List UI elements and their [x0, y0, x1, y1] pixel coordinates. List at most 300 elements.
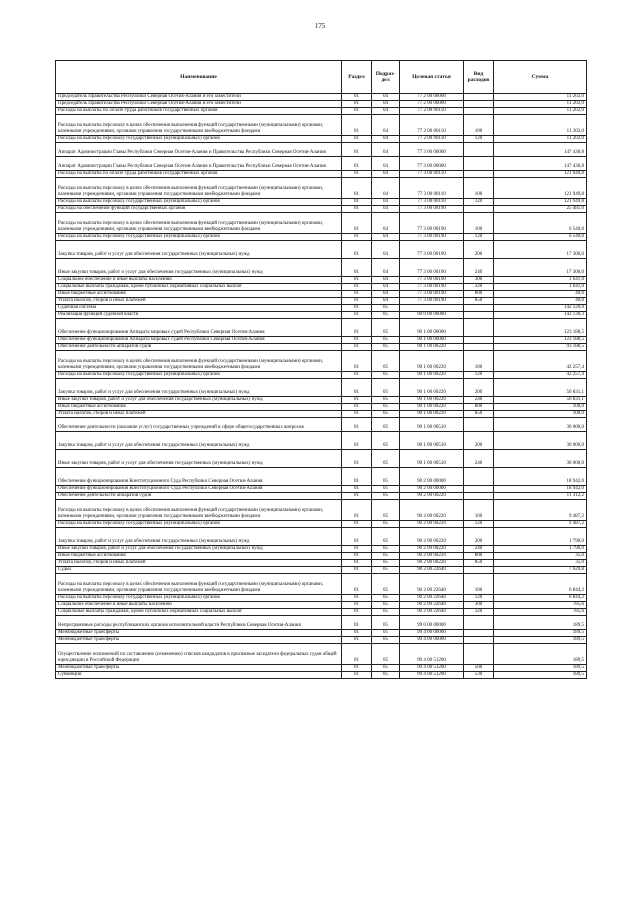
cell-section: 01 [342, 630, 372, 637]
cell-article: 77 2 00 00000 [400, 101, 464, 108]
cell-expense-type: 100 [464, 500, 494, 521]
table-row [56, 553, 587, 560]
cell-section: 01 [342, 337, 372, 344]
cell-name: Иные бюджетные ассигнования [56, 404, 342, 411]
cell-sum: 6 844,2 [494, 574, 587, 595]
cell-name: Расходы на выплаты персоналу государственных (муниципальных) органов [56, 199, 342, 206]
cell-subsection: 05 [372, 404, 400, 411]
cell-name: Расходы на выплаты персоналу государственных (муниципальных) органов [56, 521, 342, 528]
cell-subsection: 04 [372, 298, 400, 305]
cell-expense-type [464, 630, 494, 637]
cell-sum: 35,0 [494, 553, 587, 560]
cell-sum: 11 202,0 [494, 101, 587, 108]
cell-sum: 142 120,0 [494, 305, 587, 312]
table-row [56, 171, 587, 178]
cell-sum: 189,5 [494, 644, 587, 665]
cell-section: 01 [342, 291, 372, 298]
cell-sum: 785,6 [494, 609, 587, 616]
cell-article: 77 3 00 00190 [400, 284, 464, 291]
cell-sum: 30 000,0 [494, 432, 587, 450]
cell-sum: 189,5 [494, 665, 587, 672]
cell-expense-type [464, 143, 494, 157]
cell-expense-type [464, 206, 494, 213]
cell-article: 90 1 00 00510 [400, 450, 464, 468]
table-row [56, 432, 587, 450]
cell-sum: 25 481,0 [494, 206, 587, 213]
cell-name: Председатель Правительства Республики Северная Осетия-Алания и его заместители [56, 94, 342, 101]
table-row [56, 595, 587, 602]
cell-subsection: 05 [372, 312, 400, 319]
cell-expense-type: 320 [464, 609, 494, 616]
cell-article: 99 4 00 00000 [400, 630, 464, 637]
cell-section: 01 [342, 546, 372, 553]
table-row [56, 630, 587, 637]
cell-expense-type: 200 [464, 528, 494, 546]
cell-subsection: 04 [372, 206, 400, 213]
cell-article: 90 2 00 00000 [400, 486, 464, 493]
cell-expense-type [464, 418, 494, 432]
cell-expense-type: 800 [464, 291, 494, 298]
cell-section: 01 [342, 500, 372, 521]
cell-sum: 147 430,8 [494, 157, 587, 171]
table-row [56, 602, 587, 609]
cell-section: 01 [342, 418, 372, 432]
cell-article: 77 3 00 00190 [400, 259, 464, 277]
cell-section: 01 [342, 404, 372, 411]
table-row [56, 199, 587, 206]
cell-expense-type: 100 [464, 178, 494, 199]
cell-name: Обеспечение деятельности аппаратов судов [56, 493, 342, 500]
header-expense-type: Вид расходов [464, 61, 494, 94]
cell-section: 01 [342, 157, 372, 171]
cell-subsection: 05 [372, 305, 400, 312]
cell-section: 01 [342, 136, 372, 143]
cell-name: Расходы на выплаты персоналу государственных (муниципальных) органов [56, 136, 342, 143]
cell-expense-type: 800 [464, 553, 494, 560]
cell-article: 77 2 00 00110 [400, 108, 464, 115]
cell-subsection: 05 [372, 528, 400, 546]
cell-article: 77 3 00 00190 [400, 206, 464, 213]
table-row [56, 574, 587, 595]
table-row [56, 101, 587, 108]
cell-section: 01 [342, 115, 372, 136]
budget-table [55, 60, 587, 679]
table-row [56, 284, 587, 291]
cell-subsection: 05 [372, 493, 400, 500]
cell-subsection: 05 [372, 351, 400, 372]
cell-expense-type [464, 312, 494, 319]
table-row [56, 665, 587, 672]
cell-sum: 123 188,5 [494, 319, 587, 337]
header-subsection: Подраз-дел [372, 61, 400, 94]
cell-subsection: 05 [372, 319, 400, 337]
cell-subsection: 05 [372, 630, 400, 637]
cell-subsection: 05 [372, 450, 400, 468]
cell-article: 90 1 00 00220 [400, 404, 464, 411]
cell-sum: 100,0 [494, 411, 587, 418]
cell-section: 01 [342, 567, 372, 574]
cell-expense-type: 530 [464, 672, 494, 679]
table-row [56, 213, 587, 234]
cell-name: Расходы на выплаты персоналу государственных (муниципальных) органов [56, 234, 342, 241]
cell-name: Аппарат Администрации Главы Республики Северная Осетия-Алания и Правительства Республики Северная Осетия-Алания [56, 157, 342, 171]
cell-sum: 123 188,5 [494, 337, 587, 344]
cell-name: Иные бюджетные ассигнования [56, 553, 342, 560]
cell-name: Расходы на выплаты персоналу в целях обеспечения выполнения функций государственными (муниципальными) органами, казенными учреждениями, органами управления государственными внебюджетными фондами [56, 351, 342, 372]
cell-name: Расходы на выплаты персоналу государственных (муниципальных) органов [56, 595, 342, 602]
table-row [56, 206, 587, 213]
cell-sum: 42 257,4 [494, 372, 587, 379]
cell-expense-type [464, 94, 494, 101]
cell-sum: 189,5 [494, 616, 587, 630]
cell-sum: 50 831,1 [494, 397, 587, 404]
cell-subsection: 04 [372, 277, 400, 284]
cell-section: 01 [342, 553, 372, 560]
cell-subsection: 05 [372, 602, 400, 609]
cell-name: Иные закупки товаров, работ и услуг для обеспечения государственных (муниципальных) нужд [56, 397, 342, 404]
cell-name: Расходы на выплаты персоналу в целях обеспечения выполнения функций государственными (муниципальными) органами, казенными учреждениями, органами управления государственными внебюджетными фондами [56, 178, 342, 199]
cell-name: Осуществление полномочий по составлению (изменению) списков кандидатов в присяжные заседатели федеральных судов общей юрисдикции в Российской Федерации [56, 644, 342, 665]
cell-name: Обеспечение функционирования Конституционного Суда Республики Северная Осетия-Алания [56, 486, 342, 493]
cell-section: 01 [342, 94, 372, 101]
cell-expense-type [464, 337, 494, 344]
cell-subsection: 05 [372, 344, 400, 351]
cell-name: Обеспечение функционирования Конституционного Суда Республики Северная Осетия-Алания [56, 468, 342, 486]
cell-sum: 35,0 [494, 560, 587, 567]
table-row [56, 637, 587, 644]
cell-sum: 11 202,0 [494, 136, 587, 143]
cell-expense-type: 120 [464, 372, 494, 379]
cell-article: 90 2 00 00220 [400, 553, 464, 560]
cell-subsection: 05 [372, 379, 400, 397]
cell-article: 99 4 00 51200 [400, 672, 464, 679]
cell-subsection: 05 [372, 372, 400, 379]
cell-sum: 18 942,0 [494, 468, 587, 486]
cell-expense-type: 100 [464, 574, 494, 595]
cell-expense-type: 120 [464, 521, 494, 528]
cell-sum: 17 300,0 [494, 241, 587, 259]
table-row [56, 351, 587, 372]
cell-sum: 6 540,0 [494, 234, 587, 241]
cell-name: Обеспечение деятельности аппаратов судов [56, 344, 342, 351]
cell-name: Закупка товаров, работ и услуг для обеспечения государственных (муниципальных) нужд [56, 432, 342, 450]
table-row [56, 298, 587, 305]
cell-subsection: 05 [372, 546, 400, 553]
cell-subsection: 05 [372, 644, 400, 665]
cell-section: 01 [342, 277, 372, 284]
cell-name: Межбюджетные трансферты [56, 637, 342, 644]
cell-name: Закупка товаров, работ и услуг для обеспечения государственных (муниципальных) нужд [56, 528, 342, 546]
cell-article: 99 4 00 00000 [400, 637, 464, 644]
cell-article: 77 3 00 00110 [400, 199, 464, 206]
cell-name: Уплата налогов, сборов и иных платежей [56, 411, 342, 418]
cell-name: Обеспечение деятельности (оказание услуг) государственных учреждений в сфере общегосударственных вопросов [56, 418, 342, 432]
cell-article: 90 1 00 00220 [400, 397, 464, 404]
cell-section: 01 [342, 468, 372, 486]
cell-article: 90 1 00 00000 [400, 319, 464, 337]
cell-article: 99 4 00 51200 [400, 644, 464, 665]
cell-name: Судебная система [56, 305, 342, 312]
cell-expense-type: 320 [464, 284, 494, 291]
cell-sum: 30 000,0 [494, 418, 587, 432]
cell-name: Иные закупки товаров, работ и услуг для обеспечения государственных (муниципальных) нужд [56, 450, 342, 468]
table-row [56, 528, 587, 546]
cell-name: Межбюджетные трансферты [56, 665, 342, 672]
cell-expense-type [464, 468, 494, 486]
table-row [56, 372, 587, 379]
cell-subsection: 05 [372, 418, 400, 432]
table-row [56, 397, 587, 404]
cell-article: 90 2 00 00220 [400, 521, 464, 528]
cell-expense-type [464, 644, 494, 665]
cell-subsection: 05 [372, 672, 400, 679]
cell-expense-type [464, 616, 494, 630]
table-row [56, 143, 587, 157]
table-row [56, 337, 587, 344]
cell-section: 01 [342, 432, 372, 450]
table-row [56, 486, 587, 493]
cell-sum: 11 202,0 [494, 94, 587, 101]
cell-subsection: 05 [372, 637, 400, 644]
cell-name: Иные закупки товаров, работ и услуг для обеспечения государственных (муниципальных) нужд [56, 546, 342, 553]
cell-subsection: 04 [372, 291, 400, 298]
cell-article: 90 1 00 00220 [400, 351, 464, 372]
cell-name: Аппарат Администрации Главы Республики Северная Осетия-Алания и Правительства Республики Северная Осетия-Алания [56, 143, 342, 157]
cell-section: 01 [342, 171, 372, 178]
cell-expense-type: 100 [464, 213, 494, 234]
cell-sum: 6 540,0 [494, 213, 587, 234]
cell-subsection: 05 [372, 567, 400, 574]
cell-name: Уплата налогов, сборов и иных платежей [56, 560, 342, 567]
cell-name: Закупка товаров, работ и услуг для обеспечения государственных (муниципальных) нужд [56, 241, 342, 259]
cell-article: 77 3 00 00000 [400, 143, 464, 157]
cell-name: Закупка товаров, работ и услуг для обеспечения государственных (муниципальных) нужд [56, 379, 342, 397]
table-row [56, 404, 587, 411]
cell-sum: 1 641,0 [494, 284, 587, 291]
cell-sum: 11 312,2 [494, 493, 587, 500]
cell-section: 01 [342, 486, 372, 493]
cell-sum: 189,5 [494, 630, 587, 637]
cell-name: Субвенции [56, 672, 342, 679]
table-row [56, 94, 587, 101]
cell-section: 01 [342, 521, 372, 528]
cell-section: 01 [342, 298, 372, 305]
cell-section: 01 [342, 665, 372, 672]
cell-expense-type [464, 567, 494, 574]
cell-sum: 9 487,2 [494, 500, 587, 521]
cell-expense-type: 500 [464, 665, 494, 672]
table-row [56, 493, 587, 500]
table-row [56, 291, 587, 298]
cell-sum: 6 844,2 [494, 595, 587, 602]
cell-subsection: 04 [372, 199, 400, 206]
cell-expense-type [464, 486, 494, 493]
cell-subsection: 04 [372, 143, 400, 157]
cell-name: Иные бюджетные ассигнования [56, 291, 342, 298]
cell-section: 01 [342, 213, 372, 234]
table-header-row [56, 61, 587, 94]
cell-article: 90 2 00 22640 [400, 574, 464, 595]
cell-subsection: 05 [372, 500, 400, 521]
cell-sum: 7 629,8 [494, 567, 587, 574]
cell-expense-type [464, 101, 494, 108]
cell-sum: 18 942,0 [494, 486, 587, 493]
table-row [56, 259, 587, 277]
cell-article: 90 0 00 00000 [400, 312, 464, 319]
cell-subsection: 05 [372, 468, 400, 486]
cell-name: Судьи [56, 567, 342, 574]
cell-section: 01 [342, 344, 372, 351]
cell-subsection: 05 [372, 411, 400, 418]
table-row [56, 277, 587, 284]
cell-article: 90 2 00 00220 [400, 546, 464, 553]
cell-expense-type [464, 344, 494, 351]
cell-article: 90 2 00 00220 [400, 528, 464, 546]
cell-sum: 1 641,0 [494, 277, 587, 284]
cell-expense-type: 120 [464, 199, 494, 206]
cell-section: 01 [342, 637, 372, 644]
cell-subsection: 04 [372, 213, 400, 234]
cell-article: 90 2 00 22640 [400, 567, 464, 574]
cell-article: 90 2 00 22640 [400, 602, 464, 609]
cell-subsection: 04 [372, 115, 400, 136]
cell-article: 77 3 00 00110 [400, 171, 464, 178]
table-row [56, 157, 587, 171]
cell-expense-type: 800 [464, 404, 494, 411]
table-row [56, 418, 587, 432]
table-row [56, 521, 587, 528]
cell-subsection: 04 [372, 178, 400, 199]
cell-name: Социальные выплаты гражданам, кроме публичных нормативных социальных выплат [56, 609, 342, 616]
header-section: Раздел [342, 61, 372, 94]
table-row [56, 546, 587, 553]
cell-name: Социальное обеспечение и иные выплаты населению [56, 277, 342, 284]
table-row [56, 108, 587, 115]
cell-article: 90 1 00 00220 [400, 379, 464, 397]
cell-article: 90 2 00 00220 [400, 493, 464, 500]
table-row [56, 344, 587, 351]
cell-subsection: 04 [372, 94, 400, 101]
cell-expense-type: 850 [464, 298, 494, 305]
cell-sum: 50 831,1 [494, 379, 587, 397]
cell-section: 01 [342, 397, 372, 404]
cell-article: 77 3 00 00110 [400, 178, 464, 199]
cell-section: 01 [342, 178, 372, 199]
cell-sum: 147 430,8 [494, 143, 587, 157]
cell-sum: 1 790,0 [494, 546, 587, 553]
cell-section: 01 [342, 528, 372, 546]
cell-article: 77 2 00 00000 [400, 94, 464, 101]
cell-section: 01 [342, 493, 372, 500]
cell-expense-type: 120 [464, 234, 494, 241]
cell-subsection: 05 [372, 553, 400, 560]
cell-expense-type [464, 171, 494, 178]
header-name: Наименование [56, 61, 342, 94]
cell-article: 77 2 00 00110 [400, 115, 464, 136]
cell-section: 01 [342, 241, 372, 259]
cell-expense-type [464, 319, 494, 337]
cell-article: 90 1 00 00220 [400, 344, 464, 351]
cell-section: 01 [342, 672, 372, 679]
cell-article [400, 305, 464, 312]
cell-article: 77 3 00 00190 [400, 298, 464, 305]
cell-sum: 189,5 [494, 672, 587, 679]
cell-expense-type: 300 [464, 277, 494, 284]
cell-name: Расходы на выплаты персоналу в целях обеспечения выполнения функций государственными (муниципальными) органами, казенными учреждениями, органами управления государственными внебюджетными фондами [56, 574, 342, 595]
cell-name: Расходы на выплаты персоналу в целях обеспечения выполнения функций государственными (муниципальными) органами, казенными учреждениями, органами управления государственными внебюджетными фондами [56, 115, 342, 136]
table-row [56, 305, 587, 312]
cell-expense-type: 300 [464, 602, 494, 609]
cell-sum: 40,0 [494, 298, 587, 305]
cell-expense-type: 120 [464, 136, 494, 143]
page-number: 175 [314, 22, 326, 30]
cell-subsection: 05 [372, 665, 400, 672]
table-row [56, 609, 587, 616]
cell-section: 01 [342, 450, 372, 468]
cell-article: 99 0 00 00000 [400, 616, 464, 630]
cell-section: 01 [342, 259, 372, 277]
table-row [56, 319, 587, 337]
cell-sum: 93 188,5 [494, 344, 587, 351]
cell-sum: 40,0 [494, 291, 587, 298]
cell-subsection: 05 [372, 432, 400, 450]
table-row [56, 241, 587, 259]
cell-name: Межбюджетные трансферты [56, 630, 342, 637]
cell-section: 01 [342, 351, 372, 372]
table-row [56, 379, 587, 397]
cell-section: 01 [342, 312, 372, 319]
cell-sum: 121 949,8 [494, 171, 587, 178]
cell-sum: 11 202,0 [494, 108, 587, 115]
cell-subsection: 04 [372, 136, 400, 143]
cell-subsection: 05 [372, 560, 400, 567]
cell-expense-type [464, 637, 494, 644]
cell-section: 01 [342, 234, 372, 241]
cell-section: 01 [342, 574, 372, 595]
table-row [56, 616, 587, 630]
cell-name: Социальные выплаты гражданам, кроме публичных нормативных социальных выплат [56, 284, 342, 291]
cell-subsection: 04 [372, 241, 400, 259]
cell-section: 01 [342, 616, 372, 630]
cell-subsection: 04 [372, 108, 400, 115]
cell-sum: 17 300,0 [494, 259, 587, 277]
cell-subsection: 05 [372, 337, 400, 344]
cell-expense-type: 100 [464, 115, 494, 136]
cell-section: 01 [342, 379, 372, 397]
cell-section: 01 [342, 305, 372, 312]
table-row [56, 672, 587, 679]
cell-subsection: 05 [372, 521, 400, 528]
cell-name: Уплата налогов, сборов и иных платежей [56, 298, 342, 305]
cell-expense-type: 200 [464, 241, 494, 259]
cell-name: Реализация функций судебной власти [56, 312, 342, 319]
cell-name: Социальное обеспечение и иные выплаты населению [56, 602, 342, 609]
cell-section: 01 [342, 206, 372, 213]
cell-article: 77 3 00 00190 [400, 234, 464, 241]
cell-article: 90 1 00 00220 [400, 411, 464, 418]
table-row [56, 234, 587, 241]
cell-article: 90 1 00 00510 [400, 432, 464, 450]
cell-name: Председатель Правительства Республики Северная Осетия-Алания и его заместители [56, 101, 342, 108]
cell-section: 01 [342, 644, 372, 665]
cell-expense-type: 240 [464, 450, 494, 468]
cell-article: 99 4 00 51200 [400, 665, 464, 672]
cell-name: Расходы на обеспечение функций государственных органов [56, 206, 342, 213]
cell-subsection: 04 [372, 234, 400, 241]
cell-name: Обеспечение функционирования Аппарата мировых судей Республики Северная Осетия-Алания [56, 319, 342, 337]
cell-section: 01 [342, 411, 372, 418]
cell-article: 77 3 00 00190 [400, 277, 464, 284]
